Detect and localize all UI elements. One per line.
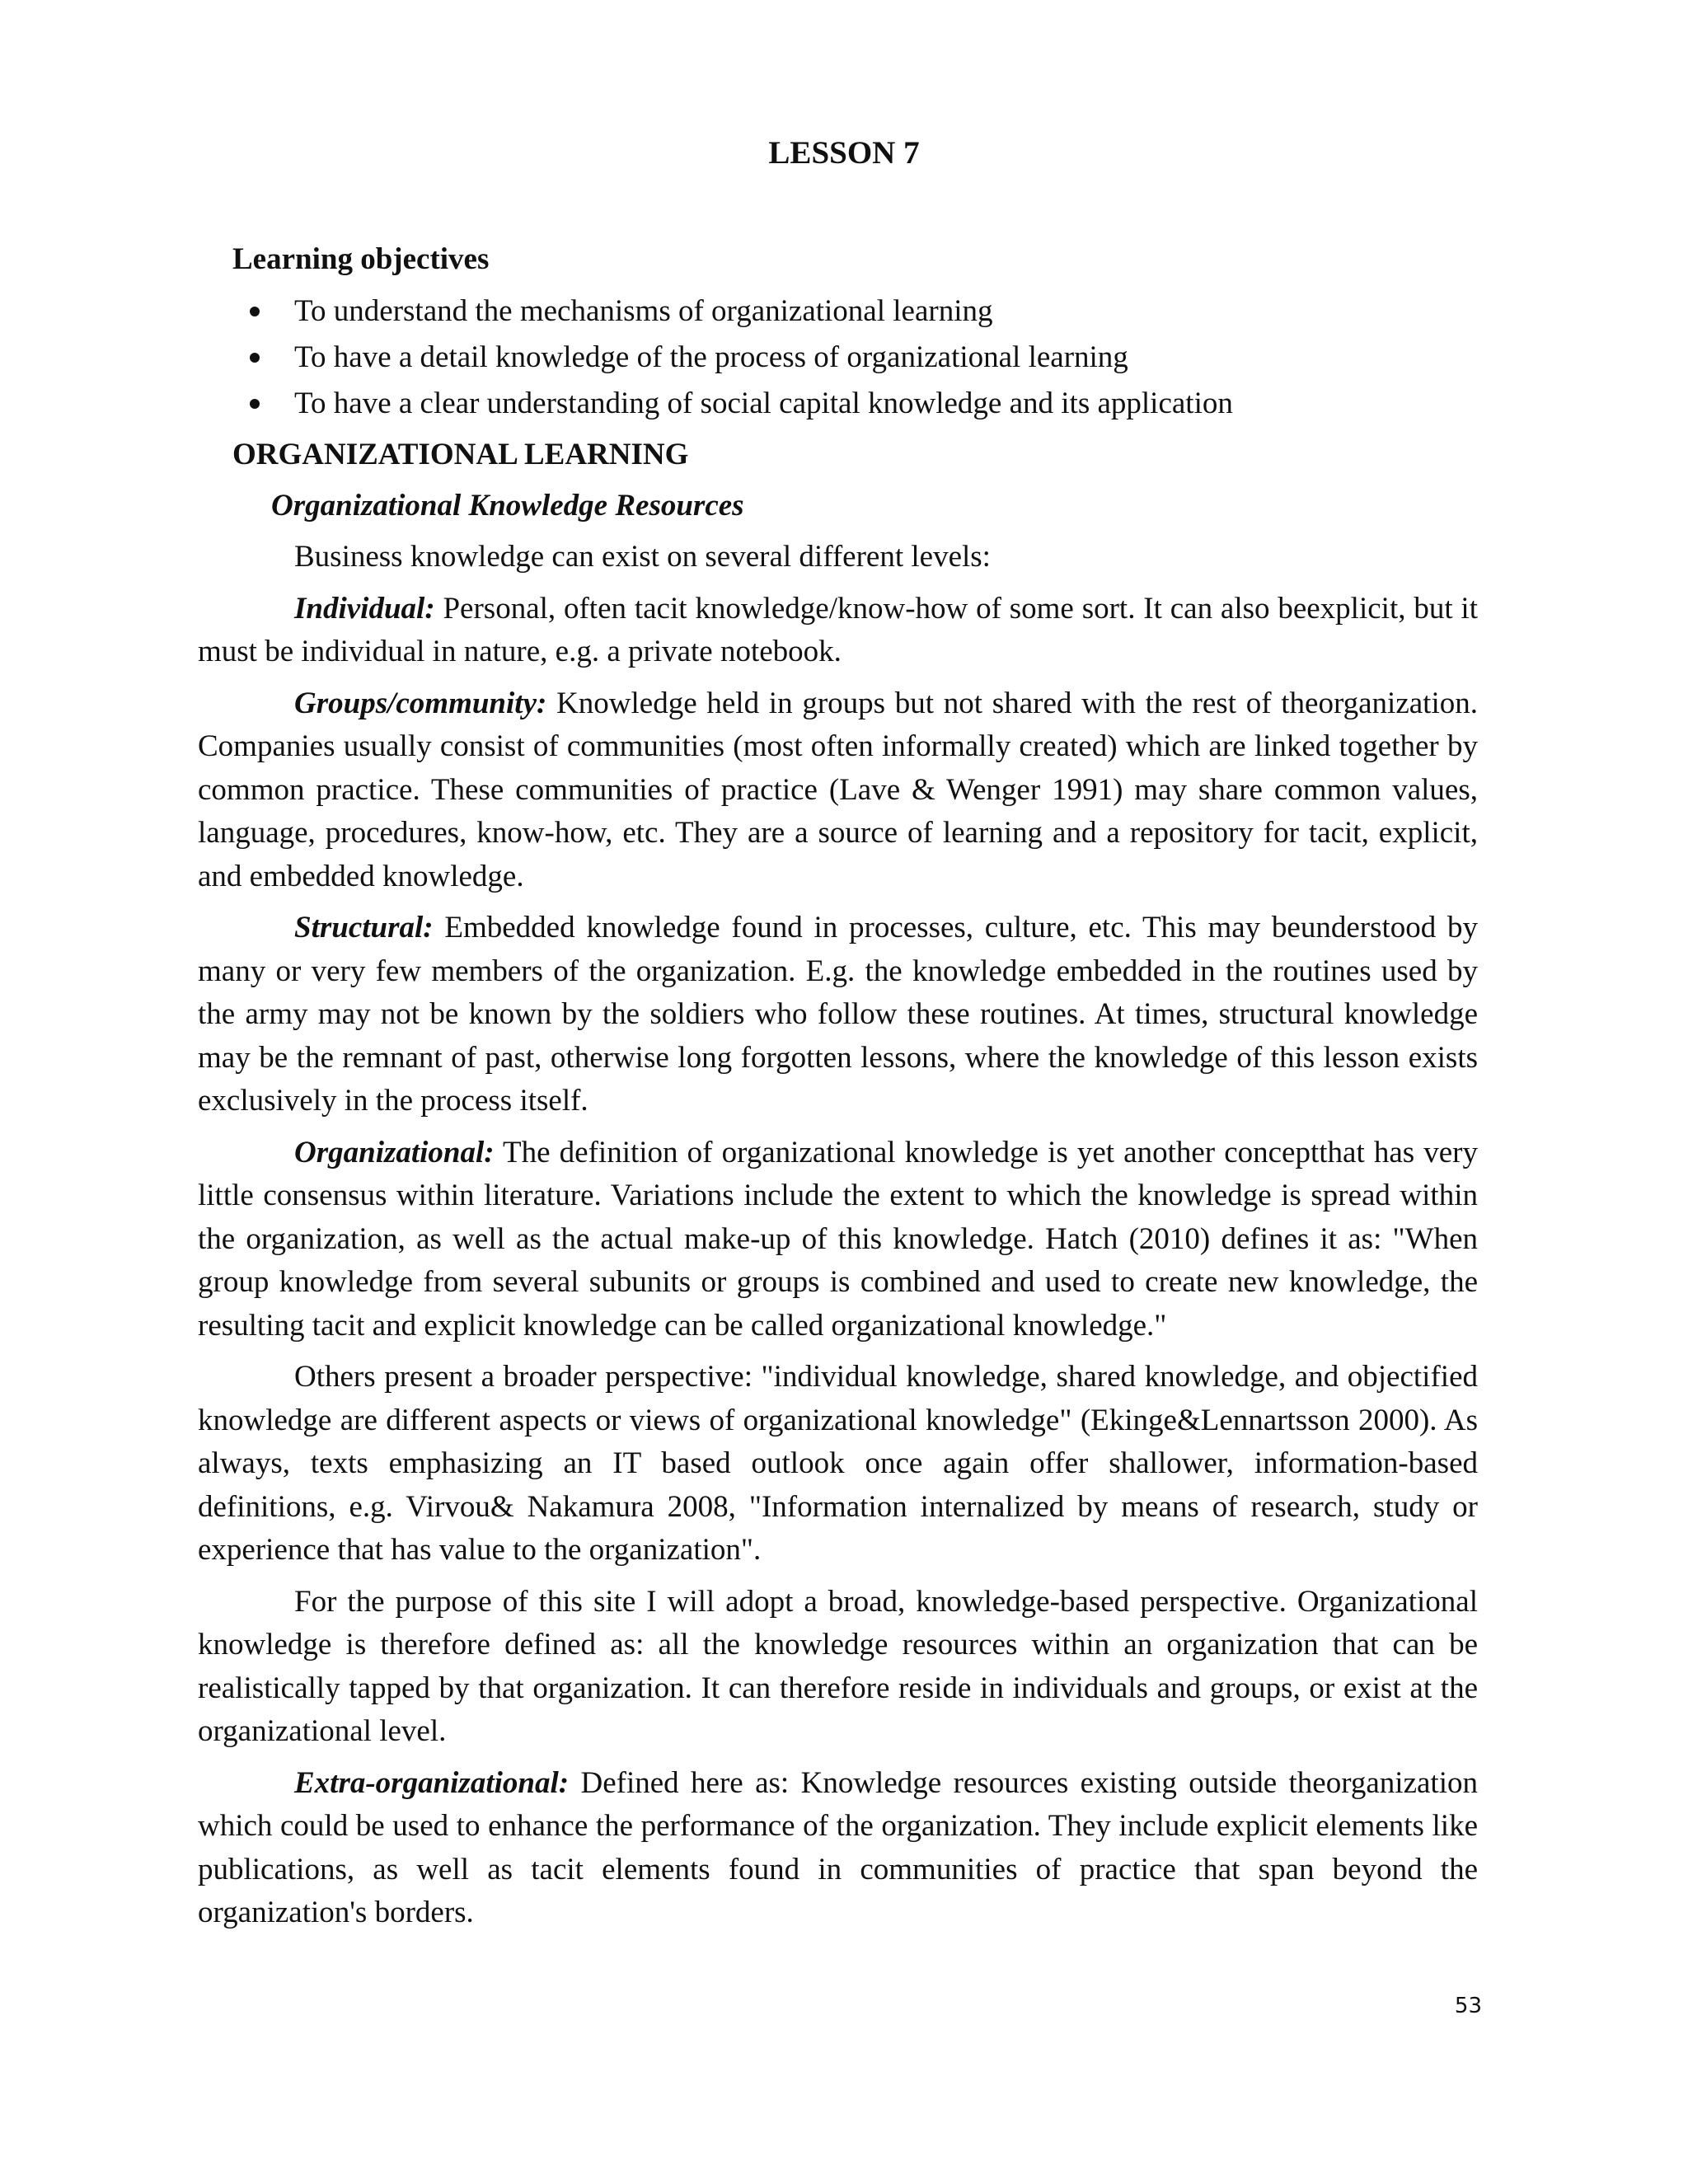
paragraph-text: Defined here as: Knowledge resources existing outside theorganization which could be used to enhance the performance of the organization. They include explicit elements like publications, as well as tacit elements found in communities of practice that span beyond the organization's borders. (198, 1765, 1478, 1929)
paragraph-extra-organizational (198, 1762, 1478, 1935)
paragraph-text: Embedded knowledge found in processes, culture, etc. This may beunderstood by many or very few members of the organization. E.g. the knowledge embedded in the routines used by the army may not be known by the soldiers who follow these routines. At times, structural knowledge may be the remnant of past, otherwise long forgotten lessons, where the knowledge of this lesson exists exclusively in the process itself. (198, 911, 1478, 1118)
term-label: Organizational: (294, 1135, 495, 1169)
objective-text: To have a detail knowledge of the process of organizational learning (294, 340, 1128, 374)
bullet-icon (250, 353, 260, 363)
paragraph-site-purpose (198, 1581, 1478, 1754)
list-item (232, 381, 1233, 427)
subsection-heading: Organizational Knowledge Resources (271, 489, 744, 523)
lesson-title: LESSON 7 (768, 135, 920, 171)
paragraph-text: Personal, often tacit knowledge/know-how of some sort. It can also beexplicit, but it must be individual in nature, e.g. a private notebook. (198, 591, 1478, 668)
bullet-icon (250, 307, 260, 316)
objective-text: To have a clear understanding of social capital knowledge and its application (294, 387, 1233, 420)
paragraph-text: Knowledge held in groups but not shared with the rest of theorganization. Companies usually consist of communities (most often informally created) which are linked together by common practice. These communities of practice (Lave & Wenger 1991) may share common values, language, procedures, know-how, etc. They are a source of learning and a repository for tacit, explicit, and embedded knowledge. (198, 686, 1478, 893)
paragraph-individual (198, 588, 1478, 674)
intro-paragraph: Business knowledge can exist on several different levels: (294, 540, 991, 574)
paragraph-text: The definition of organizational knowledge is yet another conceptthat has very little consensus within literature. Variations include the extent to which the knowledge is spread within the organization, as well as the actual make-up of this knowledge. Hatch (2010) defines it as: "When group knowledge from several subunits or groups is combined and used to create new knowledge, the resulting tacit and explicit knowledge can be called organizational knowledge." (198, 1135, 1478, 1343)
page-number: 53 (1454, 1994, 1482, 2018)
paragraph-organizational (198, 1132, 1478, 1348)
paragraph-structural (198, 907, 1478, 1123)
paragraph-text: For the purpose of this site I will adopt a broad, knowledge-based perspective. Organizational knowledge is therefore defined as: all the knowledge resources within an organization that can be realistically tapped by that organization. It can therefore reside in individuals and groups, or exist at the organizational level. (198, 1584, 1478, 1748)
list-item (232, 288, 1233, 335)
objectives-heading: Learning objectives (232, 242, 490, 276)
term-label: Structural: (294, 911, 434, 944)
section-heading: ORGANIZATIONAL LEARNING (232, 438, 689, 471)
paragraph-groups-community (198, 682, 1478, 899)
term-label: Groups/community: (294, 686, 547, 720)
term-label: Extra-organizational: (294, 1765, 570, 1800)
objective-text: To understand the mechanisms of organizational learning (294, 294, 993, 328)
paragraph-text: Others present a broader perspective: "individual knowledge, shared knowledge, and objectified knowledge are different aspects or views of organizational knowledge" (Ekinge&Lennartsson 2000). As always, texts emphasizing an IT based outlook once again offer shallower, information-based definitions, e.g. Virvou& Nakamura 2008, "Information internalized by means of research, study or experience that has value to the organization". (198, 1360, 1478, 1567)
objectives-list (232, 288, 1233, 427)
body-text (198, 536, 1478, 1943)
paragraph-broader-perspective (198, 1356, 1478, 1572)
term-label: Individual: (294, 591, 435, 626)
list-item (232, 335, 1233, 381)
bullet-icon (250, 399, 260, 409)
